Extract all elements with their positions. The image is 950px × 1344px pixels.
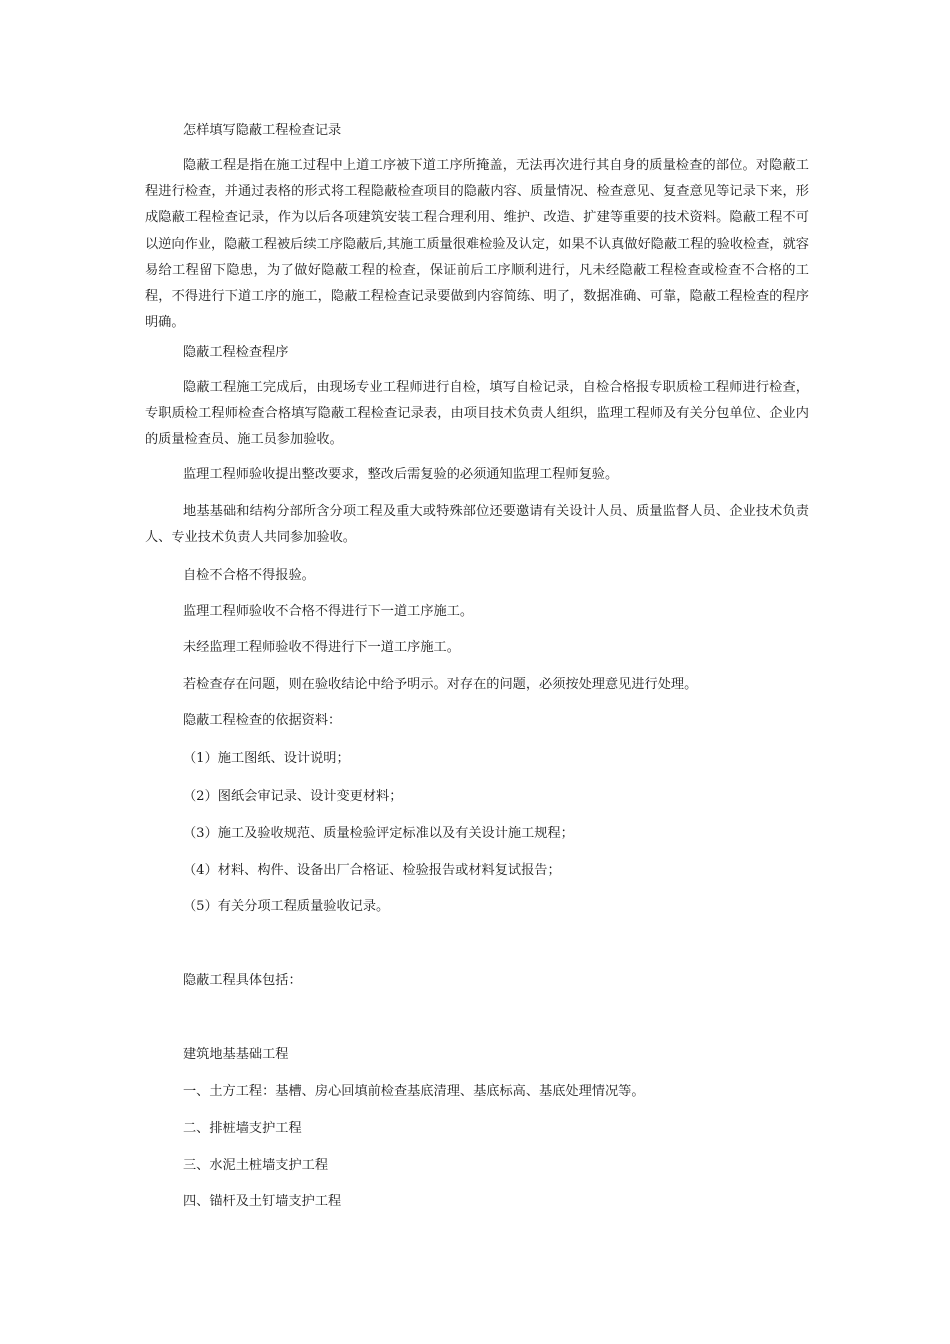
rule-item: 若检查存在问题，则在验收结论中给予明示。对存在的问题，必须按处理意见进行处理。	[183, 677, 698, 692]
basis-heading: 隐蔽工程检查的依据资料：	[183, 713, 342, 728]
basis-list-item: （1）施工图纸、设计说明；	[183, 751, 350, 766]
foundation-list-item: 一、土方工程：基槽、房心回填前检查基底清理、基底标高、基底处理情况等。	[183, 1084, 645, 1099]
basis-list-item: （4）材料、构件、设备出厂合格证、检验报告或材料复试报告；	[183, 863, 561, 878]
procedure-heading: 隐蔽工程检查程序	[183, 345, 289, 360]
intro-paragraph: 隐蔽工程是指在施工过程中上道工序被下道工序所掩盖，无法再次进行其自身的质量检查的部位。对隐蔽工程进行检查，并通过表格的形式将工程隐蔽检查项目的隐蔽内容、质量情况、检查意见、复查意见等记录下来，形成隐蔽工程检查记录，作为以后各项建筑安装工程合理利用、维护、改造、扩建等重要的技术资料。隐蔽工程不可以逆向作业，隐蔽工程被后续工序隐蔽后,其施工质量很难检验及认定，如果不认真做好隐蔽工程的验收检查，就容易给工程留下隐患，为了做好隐蔽工程的检查，保证前后工序顺利进行，凡未经隐蔽工程检查或检查不合格的工程，不得进行下道工序的施工，隐蔽工程检查记录要做到内容简练、明了，数据准确、可靠，隐蔽工程检查的程序明确。	[145, 158, 809, 331]
foundation-list-item: 三、水泥土桩墙支护工程	[183, 1158, 329, 1173]
rule-item: 监理工程师验收不合格不得进行下一道工序施工。	[183, 604, 474, 619]
basis-list-item: （3）施工及验收规范、质量检验评定标准以及有关设计施工规程；	[183, 826, 574, 841]
procedure-paragraph-2: 监理工程师验收提出整改要求，整改后需复验的必须通知监理工程师复验。	[183, 467, 619, 482]
foundation-list-item: 四、锚杆及土钉墙支护工程	[183, 1194, 342, 1209]
procedure-paragraph-1: 隐蔽工程施工完成后，由现场专业工程师进行自检，填写自检记录，自检合格报专职质检工程师进行检查，专职质检工程师检查合格填写隐蔽工程检查记录表，由项目技术负责人组织，监理工程师及有关分包单位、企业内的质量检查员、施工员参加验收。	[145, 380, 809, 448]
document-title: 怎样填写隐蔽工程检查记录	[183, 123, 342, 138]
basis-list-item: （2）图纸会审记录、设计变更材料；	[183, 789, 403, 804]
procedure-paragraph-3: 地基基础和结构分部所含分项工程及重大或特殊部位还要邀请有关设计人员、质量监督人员、企业技术负责人、专业技术负责人共同参加验收。	[145, 504, 809, 546]
basis-list-item: （5）有关分项工程质量验收记录。	[183, 899, 390, 914]
includes-heading: 隐蔽工程具体包括：	[183, 973, 302, 988]
foundation-list-item: 二、排桩墙支护工程	[183, 1121, 302, 1136]
rule-item: 自检不合格不得报验。	[183, 568, 315, 583]
foundation-heading: 建筑地基基础工程	[183, 1047, 289, 1062]
rule-item: 未经监理工程师验收不得进行下一道工序施工。	[183, 640, 460, 655]
